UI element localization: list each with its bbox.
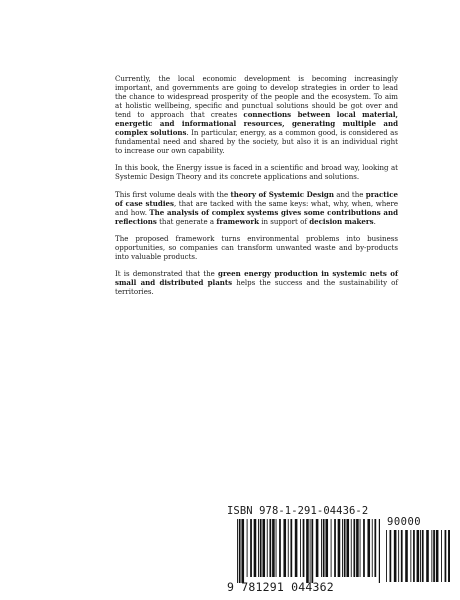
barcode-bar [250,519,252,577]
barcode-bar [288,519,289,577]
text-run: . In particular, energy, as a common good, is considered as fundamental need and shared by the society, but also it is an individual right to increase our own capability. [115,128,398,156]
barcode-bar [290,519,292,577]
barcode-bar [295,519,298,577]
barcode-bar [410,530,411,582]
barcode-bar [344,519,346,577]
text-run: , that are tacked with the same keys: what, why, when, where and how. [115,198,398,217]
barcode-bar [417,530,420,582]
bold-phrase: green energy production in systemic nets of small and distributed plants [115,268,398,287]
blurb-paragraph-2 [115,163,398,181]
isbn-label: ISBN 978-1-291-04436-2 [227,505,369,517]
text-run: Currently, the local economic development is becoming increasingly important, and governments are going to develop strategies in order to lead the chance to widespread prosperity of the people and the ecosystem. To aim at holistic wellbeing, specific and punctual solutions should be got over and tend to approach that creates [115,74,398,120]
barcode-bars-main [237,519,380,583]
barcode-bar [353,519,355,577]
barcode-bar [303,519,305,577]
barcode-bar [306,519,309,583]
price-code: 90000 [387,516,422,528]
bold-phrase: connections between local material, energetic and informational resources, generating multiple and complex solutions [115,110,398,138]
barcode-bar [279,519,281,577]
barcode-bar [360,519,361,577]
barcode-bar [342,519,343,577]
text-run: and the [333,189,366,199]
text-run: This first volume deals with the [115,189,231,199]
barcode-bar [239,519,241,583]
barcode-bar [422,530,424,582]
barcode-bar [372,519,373,577]
blurb-paragraph-1 [115,74,398,155]
barcode-bar [433,530,435,582]
barcode-bar [283,519,286,577]
bold-phrase: practice of case studies [115,189,398,208]
barcode-bar [241,519,244,583]
barcode-bar [413,530,415,582]
bold-phrase: decision makers [309,216,374,226]
barcode-bar [325,519,328,577]
barcode-bar [247,519,248,577]
barcode-bar [262,519,265,577]
blurb-paragraph-5 [115,269,398,296]
barcode-bar [405,530,408,582]
barcode-bar [310,519,311,583]
barcode-bar [448,530,450,582]
bold-phrase: framework [216,216,259,226]
barcode-bar [300,519,301,577]
barcode-bar [334,519,336,577]
barcode-bar [321,519,322,577]
barcode-digits: 9 781291 044362 [227,580,334,594]
barcode-bar [267,519,268,577]
barcode-bar [269,519,271,577]
barcode-bar [346,519,349,577]
barcode-bar [254,519,257,577]
barcode-bar [258,519,259,577]
barcode-bars-addon [386,530,450,582]
barcode-bar [276,519,277,577]
barcode-bar [401,530,403,582]
text-run: that generate a [156,216,217,226]
text-run: The proposed framework turns environmental problems into business opportunities, so companies can transform unwanted waste and by-products into valuable products. [115,233,398,261]
barcode-bar [386,530,387,582]
barcode-bar [398,530,399,582]
barcode-bar [331,519,332,577]
bold-phrase: The analysis of complex systems gives some contributions and reflections [115,207,398,226]
barcode-bar [390,530,392,582]
barcode-bar [374,519,376,577]
isbn-barcode-block [227,505,455,593]
barcode-bar [367,519,370,577]
barcode-bar [431,530,432,582]
barcode-bar [363,519,365,577]
barcode-bar [351,519,352,577]
barcode-bar [356,519,359,577]
barcode-bar [394,530,397,582]
text-run: It is demonstrated that the [115,268,219,278]
text-run: helps the success and the sustainability of territories. [115,277,398,296]
bold-phrase: theory of Systemic Design [230,189,334,199]
text-run: In this book, the Energy issue is faced in a scientific and broad way, looking at Systemic Design Theory and its concrete applications and solutions. [115,163,398,182]
barcode-bar [272,519,275,577]
barcode-bar [379,519,380,583]
text-run: . [373,216,376,226]
barcode-bar [441,530,442,582]
barcode-bar [316,519,319,577]
barcode-bar [323,519,325,577]
barcode-bar [311,519,313,583]
barcode-bar [338,519,341,577]
blurb-text [115,74,398,304]
barcode-bar [260,519,262,577]
barcode-bar [445,530,447,582]
blurb-paragraph-3 [115,190,398,226]
barcode-bar [237,519,238,583]
text-run: in support of [258,216,310,226]
blurb-paragraph-4 [115,234,398,261]
barcode-bar [420,530,421,582]
barcode-bar [436,530,439,582]
barcode-bar [426,530,429,582]
